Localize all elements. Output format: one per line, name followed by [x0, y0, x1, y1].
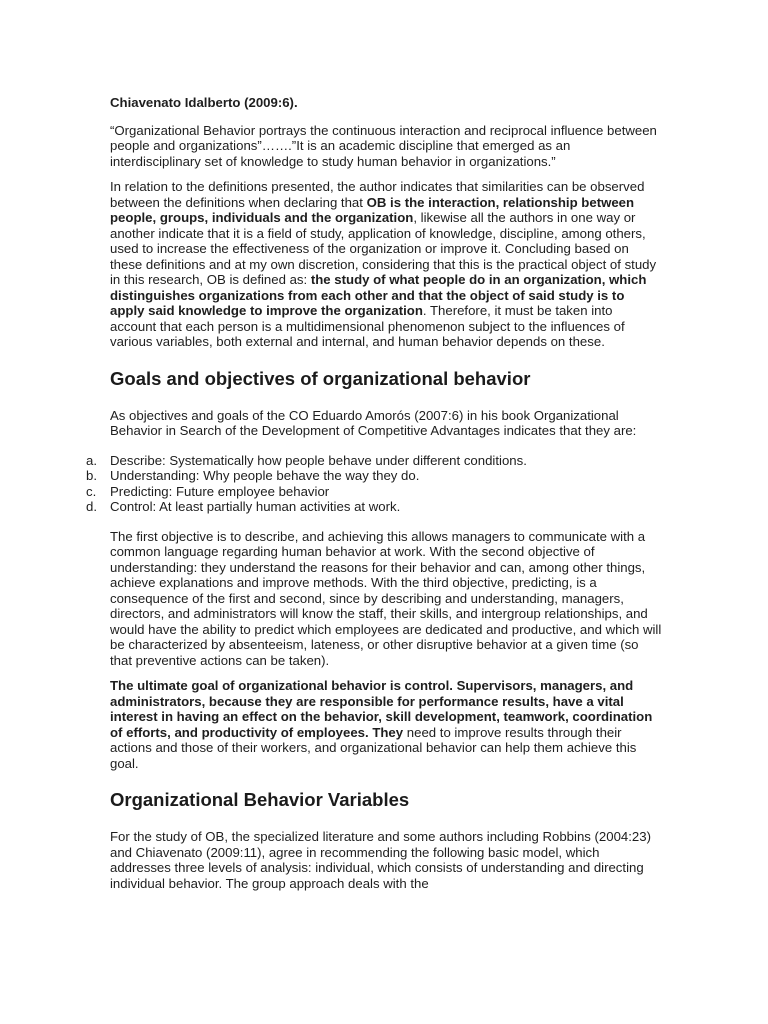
- list-marker: b.: [86, 468, 97, 483]
- quote-paragraph: [110, 123, 662, 170]
- document-content: [86, 95, 662, 891]
- list-item-text: Understanding: Why people behave the way they do.: [110, 468, 420, 483]
- list-item-text: Control: At least partially human activities at work.: [110, 499, 401, 514]
- list-item: [86, 483, 662, 500]
- ultimate-goal-text: need to improve results through their actions and those of their workers, and organizational behavior can help them achieve this goal.: [110, 724, 637, 771]
- list-marker: a.: [86, 452, 97, 468]
- list-item: [86, 499, 662, 515]
- list-marker: d.: [86, 499, 97, 514]
- definition-bold-2: the study of what people do in an organization, which distinguishes organizations from each other and that the object of said study is to apply said knowledge to improve the organization: [110, 272, 647, 318]
- variables-paragraph: For the study of OB, the specialized literature and some authors including Robbins (2004:23) and Chiavenato (2009:11), agree in recommending the following basic model, which addresses three levels of analysis: individual, which consists of understanding and directing individual behavior. The group approach deals with the: [110, 829, 651, 891]
- quote-part-2: Behavior portrays the continuous interaction and reciprocal influence between people and organizations”…….”It is an academic discipline that emerged as an interdisciplinary set of knowledge to study human behavior in organizations.”: [110, 122, 657, 169]
- quote-part-1: “Organizational: [110, 122, 200, 138]
- variables-heading: Organizational Behavior Variables: [110, 789, 410, 810]
- definition-text-3: . Therefore, it must be taken into account that each person is a multidimensional phenomenon subject to the influences of various variables, both external and internal, and human behavior depends on these.: [110, 303, 625, 349]
- ultimate-goal-paragraph: [110, 678, 662, 771]
- list-item: [86, 452, 662, 469]
- objectives-list: [86, 452, 662, 515]
- definition-text-1: In relation to the definitions presented, the author indicates that similarities can be observed between the definitions when declaring that: [110, 179, 645, 210]
- goals-intro: As objectives and goals of the CO Eduardo Amorós (2007:6) in his book Organizational Behavior in Search of the Development of Competitive Advantages indicates that they are:: [110, 407, 637, 438]
- definition-text-2: , likewise all the authors in one way or another indicate that it is a field of study, application of knowledge, discipline, among others, used to increase the effectiveness of the organization or improve it. Concluding based on these definitions and at my own discretion, considering that this is the practical object of study in this research, OB is defined as:: [110, 210, 657, 287]
- definition-paragraph: [110, 179, 662, 350]
- author-citation: Chiavenato Idalberto (2009:6).: [110, 95, 298, 110]
- ultimate-goal-bold: The ultimate goal of organizational behavior is control. Supervisors, managers, and administrators, because they are responsible for performance results, have a vital interest in having an effect on the behavior, skill development, teamwork, coordination of efforts, and productivity of employees. They: [110, 678, 653, 740]
- list-marker: c.: [86, 483, 97, 499]
- list-item: [86, 468, 662, 484]
- objectives-explanation: The first objective is to describe, and achieving this allows managers to communicate with a common language regarding human behavior at work. With the second objective of understanding: they understand the reasons for their behavior and can, among other things, achieve explanations and improve methods. With the third objective, predicting, is a consequence of the first and second, since by describing and understanding, managers, directors, and administrators will know the staff, their skills, and intergroup relationships, and would have the ability to predict which employees are dedicated and productive, and which will be characterized by absenteeism, lateness, or other disruptive behavior at a given time (so that preventive actions can be taken).: [110, 528, 662, 668]
- definition-bold-1: OB is the interaction, relationship between people, groups, individuals and the organization: [110, 194, 635, 225]
- list-item-text: Describe: Systematically how people behave under different conditions.: [110, 452, 527, 468]
- goals-heading: Goals and objectives of organizational behavior: [110, 367, 531, 389]
- list-item-text: Predicting: Future employee behavior: [110, 483, 330, 499]
